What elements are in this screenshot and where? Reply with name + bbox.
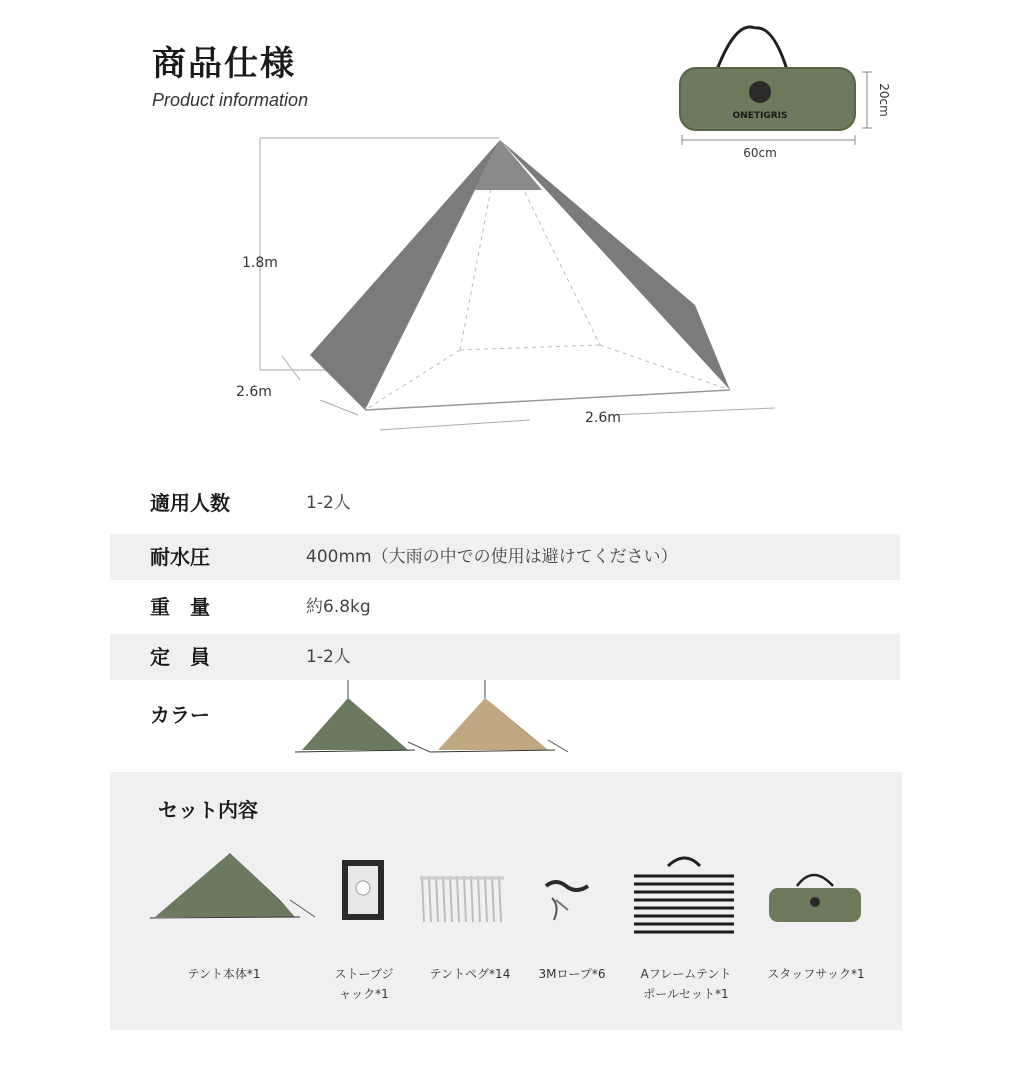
- tent-dimension-diagram: [220, 120, 800, 440]
- set-item-label: スタッフサック*1: [767, 967, 865, 981]
- spec-row-capacity: [110, 480, 900, 526]
- stove-jack-image: [340, 858, 388, 924]
- spec-value: 1-2人: [306, 647, 351, 667]
- rope-image: [542, 876, 596, 926]
- depth-dimension-label: 2.6m: [236, 384, 272, 400]
- spec-label: 重 量: [150, 595, 210, 619]
- color-options: [290, 680, 580, 760]
- bag-width-label: 60cm: [743, 146, 777, 160]
- page-title: 商品仕様: [152, 44, 296, 84]
- spec-row-occupancy: [110, 634, 900, 680]
- brand-logo-icon: [749, 81, 771, 103]
- spec-label: カラー: [150, 703, 210, 727]
- set-contents-title: セット内容: [158, 798, 258, 822]
- spec-value: 約6.8kg: [306, 597, 371, 617]
- spec-value: 1-2人: [306, 493, 351, 513]
- spec-value: 400mm（大雨の中での使用は避けてください）: [306, 547, 678, 567]
- stuff-sack-image: [765, 864, 865, 928]
- tent-pegs-image: [418, 874, 508, 926]
- height-dimension-label: 1.8m: [242, 255, 278, 271]
- page-subtitle: Product information: [152, 90, 309, 110]
- color-swatch-green-tent: [295, 680, 430, 752]
- spec-label: 定 員: [150, 645, 210, 669]
- tent-body-image: [150, 845, 320, 925]
- bag-brand: ONETIGRIS: [732, 111, 788, 121]
- spec-row-weight: [110, 584, 900, 630]
- width-dimension-label: 2.6m: [585, 410, 621, 426]
- set-item-label: テントペグ*14: [429, 967, 511, 981]
- set-item-label: Aフレームテント ポールセット*1: [640, 967, 732, 1001]
- spec-label: 耐水圧: [150, 545, 210, 569]
- bag-height-label: 20cm: [877, 83, 891, 117]
- set-item-label: テント本体*1: [187, 967, 261, 981]
- pole-set-image: [630, 852, 740, 936]
- stuff-sack-logo-icon: [810, 897, 820, 907]
- spec-row-water-pressure: [110, 534, 900, 580]
- set-item-label: 3Mロープ*6: [538, 967, 606, 981]
- set-item-label: ストーブジ ャック*1: [334, 967, 394, 1001]
- color-swatch-tan-tent: [430, 680, 568, 752]
- spec-label: 適用人数: [150, 491, 230, 515]
